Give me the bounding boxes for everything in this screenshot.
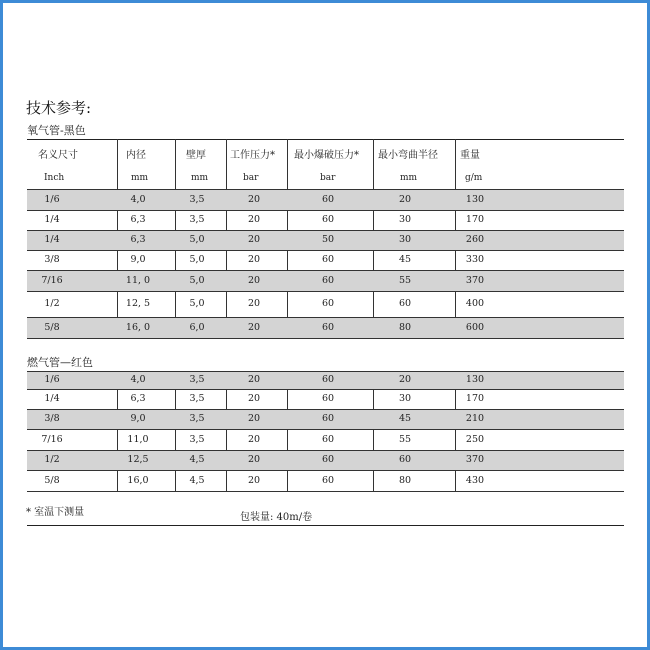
table-cell: 60 xyxy=(321,475,335,486)
column-header: 壁厚 xyxy=(186,150,206,161)
table-cell: 11, 0 xyxy=(125,275,151,286)
table-cell: 20 xyxy=(247,298,261,309)
table-cell: 3,5 xyxy=(189,413,205,424)
table-cell: 1/4 xyxy=(44,214,60,225)
table-cell: 1/2 xyxy=(44,454,60,465)
table-cell: 5,0 xyxy=(189,298,205,309)
table-cell: 5,0 xyxy=(189,234,205,245)
table-cell: 20 xyxy=(247,475,261,486)
unit-label: bar xyxy=(243,173,259,183)
table-cell: 16,0 xyxy=(127,475,149,486)
table-cell: 20 xyxy=(247,254,261,265)
table-cell: 20 xyxy=(247,214,261,225)
unit-label: bar xyxy=(320,173,336,183)
table-cell: 330 xyxy=(465,254,485,265)
table-cell: 1/2 xyxy=(44,298,60,309)
table-cell: 3,5 xyxy=(189,374,205,385)
unit-label: mm xyxy=(131,173,149,183)
table-cell: 130 xyxy=(465,194,485,205)
table-cell: 60 xyxy=(398,454,412,465)
column-header: 名义尺寸 xyxy=(38,150,78,161)
table-cell: 4,5 xyxy=(189,475,205,486)
table-cell: 5,0 xyxy=(189,275,205,286)
table-cell: 20 xyxy=(247,393,261,404)
table-cell: 3,5 xyxy=(189,393,205,404)
table-cell: 60 xyxy=(321,434,335,445)
table-cell: 60 xyxy=(321,374,335,385)
column-header: 最小弯曲半径 xyxy=(378,150,438,161)
table-cell: 20 xyxy=(247,454,261,465)
table-cell: 80 xyxy=(398,322,412,333)
table-cell: 130 xyxy=(465,374,485,385)
table-row xyxy=(27,291,624,292)
table-cell: 20 xyxy=(247,434,261,445)
table-cell: 20 xyxy=(247,234,261,245)
table-cell: 3,5 xyxy=(189,214,205,225)
table-cell: 60 xyxy=(321,275,335,286)
table-cell: 3/8 xyxy=(44,254,60,265)
table-cell: 210 xyxy=(465,413,485,424)
table-cell: 6,3 xyxy=(130,234,146,245)
table-cell: 370 xyxy=(465,454,485,465)
unit-label: mm xyxy=(400,173,418,183)
table-cell: 3/8 xyxy=(44,413,60,424)
table-cell: 20 xyxy=(247,374,261,385)
footnote: * 室温下测量 xyxy=(26,507,85,518)
column-header: 最小爆破压力* xyxy=(294,150,359,161)
table-row xyxy=(27,429,624,430)
table-cell: 20 xyxy=(247,322,261,333)
table-cell: 20 xyxy=(247,413,261,424)
table-cell: 60 xyxy=(398,298,412,309)
table-cell: 5/8 xyxy=(44,475,60,486)
table-cell: 16, 0 xyxy=(125,322,151,333)
unit-label: g/m xyxy=(465,173,483,183)
page-title: 技术参考: xyxy=(26,99,92,117)
packaging-note: 包装量: 40m/卷 xyxy=(240,512,313,523)
table-cell: 7/16 xyxy=(41,275,63,286)
table-row-end xyxy=(27,338,624,339)
table-cell: 60 xyxy=(321,454,335,465)
table-row-end xyxy=(27,491,624,492)
table-cell: 260 xyxy=(465,234,485,245)
table-cell: 5/8 xyxy=(44,322,60,333)
table-cell: 4,5 xyxy=(189,454,205,465)
table-cell: 30 xyxy=(398,234,412,245)
table-cell: 9,0 xyxy=(130,254,146,265)
column-header: 重量 xyxy=(460,150,480,161)
table-row xyxy=(27,389,624,390)
table-cell: 1/4 xyxy=(44,234,60,245)
table-cell: 12,5 xyxy=(127,454,149,465)
table-cell: 20 xyxy=(247,194,261,205)
table-cell: 6,3 xyxy=(130,393,146,404)
table-cell: 11,0 xyxy=(127,434,149,445)
table-row xyxy=(27,250,624,251)
table-cell: 60 xyxy=(321,214,335,225)
column-header: 内径 xyxy=(126,150,146,161)
table-cell: 9,0 xyxy=(130,413,146,424)
table-cell: 60 xyxy=(321,254,335,265)
table-cell: 80 xyxy=(398,475,412,486)
fuel-subtitle: 燃气管—红色 xyxy=(27,356,93,369)
table-cell: 45 xyxy=(398,413,412,424)
table-cell: 12, 5 xyxy=(125,298,151,309)
table-cell: 20 xyxy=(398,194,412,205)
table-cell: 3,5 xyxy=(189,194,205,205)
table-cell: 170 xyxy=(465,393,485,404)
table-cell: 60 xyxy=(321,298,335,309)
bottom-rule xyxy=(27,525,624,526)
unit-label: mm xyxy=(191,173,209,183)
table-cell: 170 xyxy=(465,214,485,225)
table-cell: 3,5 xyxy=(189,434,205,445)
table-cell: 250 xyxy=(465,434,485,445)
table-cell: 4,0 xyxy=(130,374,146,385)
table-cell: 370 xyxy=(465,275,485,286)
table-row xyxy=(27,210,624,211)
table-cell: 55 xyxy=(398,275,412,286)
table-cell: 1/6 xyxy=(44,194,60,205)
table-row xyxy=(27,470,624,471)
table-cell: 4,0 xyxy=(130,194,146,205)
table-cell: 20 xyxy=(398,374,412,385)
table-cell: 400 xyxy=(465,298,485,309)
table-cell: 430 xyxy=(465,475,485,486)
table-cell: 60 xyxy=(321,393,335,404)
table-cell: 45 xyxy=(398,254,412,265)
unit-label: Inch xyxy=(44,173,65,183)
table-cell: 20 xyxy=(247,275,261,286)
table-cell: 6,0 xyxy=(189,322,205,333)
table-cell: 60 xyxy=(321,194,335,205)
table-cell: 55 xyxy=(398,434,412,445)
table-cell: 600 xyxy=(465,322,485,333)
table-cell: 50 xyxy=(321,234,335,245)
table-cell: 6,3 xyxy=(130,214,146,225)
column-header: 工作压力* xyxy=(230,150,275,161)
table-cell: 5,0 xyxy=(189,254,205,265)
table-cell: 1/6 xyxy=(44,374,60,385)
table-cell: 60 xyxy=(321,413,335,424)
table-cell: 60 xyxy=(321,322,335,333)
table-cell: 1/4 xyxy=(44,393,60,404)
table-cell: 30 xyxy=(398,214,412,225)
table-cell: 7/16 xyxy=(41,434,63,445)
table-cell: 30 xyxy=(398,393,412,404)
oxygen-subtitle: 氧气管-黑色 xyxy=(27,124,86,137)
